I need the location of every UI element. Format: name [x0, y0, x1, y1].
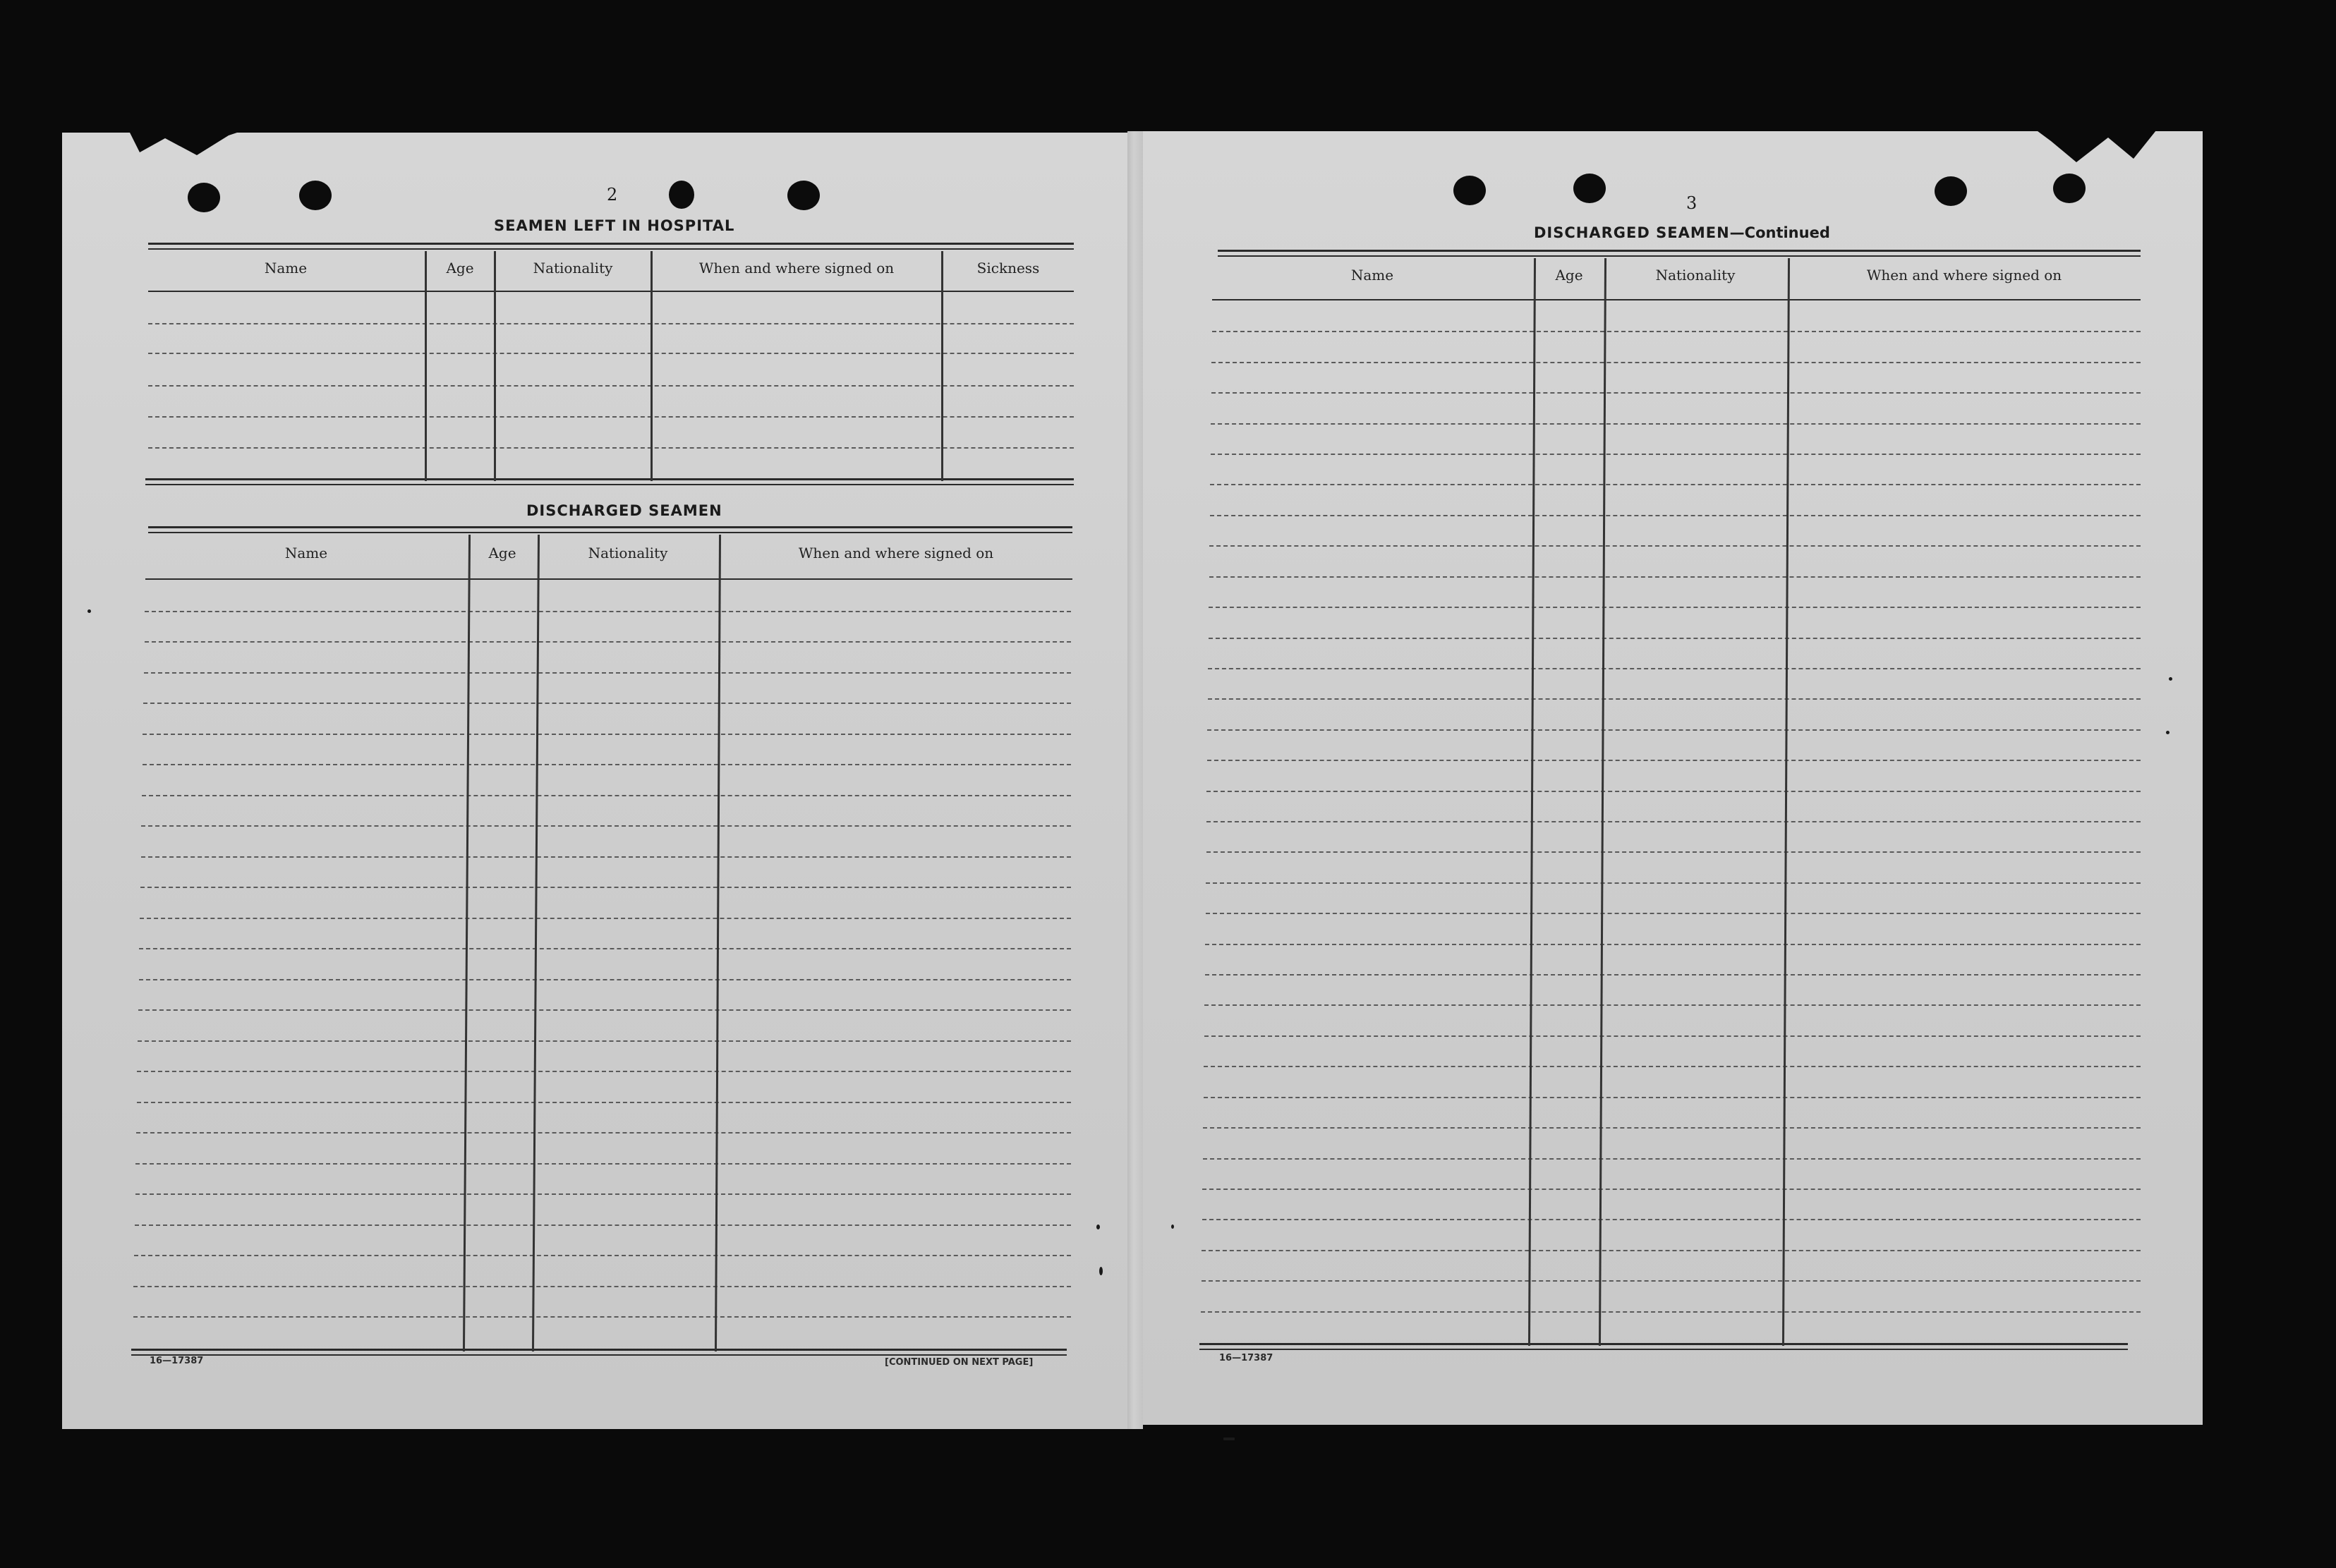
column-header-nationality: Nationality: [533, 260, 613, 276]
table-top-rule: [148, 248, 1074, 250]
table-row: [1208, 668, 2141, 669]
ink-speck: [1096, 1224, 1100, 1229]
table-row: [141, 825, 1071, 827]
table-row: [1209, 545, 2141, 547]
table-row: [148, 323, 1074, 324]
table-row: [145, 611, 1071, 612]
column-header-nationality: Nationality: [1655, 267, 1736, 284]
table-row: [135, 1224, 1071, 1226]
table-row: [1209, 576, 2141, 578]
table-row: [1212, 331, 2141, 332]
table-row: [138, 1040, 1071, 1042]
punch-hole: [1453, 176, 1486, 205]
table-row: [136, 1132, 1071, 1134]
column-divider: [494, 251, 496, 481]
table-row: [140, 918, 1071, 919]
punch-hole: [1573, 174, 1606, 203]
table-row: [1203, 1127, 2141, 1129]
page-number: 3: [1686, 193, 1698, 213]
punch-hole: [188, 183, 220, 212]
table-row: [138, 1009, 1071, 1011]
column-header-nationality: Nationality: [588, 545, 668, 561]
column-header-signed-on: When and where signed on: [698, 260, 895, 276]
table-row: [145, 641, 1071, 643]
table-row: [143, 703, 1071, 704]
column-header-age: Age: [446, 260, 474, 276]
column-header-age: Age: [1555, 267, 1583, 284]
section-title-discharged: DISCHARGED SEAMEN: [526, 502, 722, 519]
table-row: [148, 385, 1074, 387]
table-row: [1211, 454, 2141, 455]
form-number: 16—17387: [1219, 1353, 1273, 1363]
table-row: [137, 1071, 1071, 1072]
continued-note: [CONTINUED ON NEXT PAGE]: [885, 1357, 1034, 1368]
punch-hole: [2053, 174, 2086, 203]
table-row: [1211, 423, 2141, 425]
table-top-rule: [148, 526, 1072, 528]
ink-speck: [1171, 1224, 1174, 1229]
header-rule: [148, 291, 1074, 292]
column-divider: [425, 251, 427, 481]
table-row: [1207, 729, 2141, 731]
table-row: [1202, 1219, 2141, 1220]
table-row: [1202, 1280, 2141, 1282]
table-row: [1206, 882, 2141, 884]
table-row: [1201, 1311, 2141, 1313]
table-bottom-rule: [145, 478, 1074, 480]
table-row: [1210, 484, 2141, 485]
column-header-name: Name: [284, 545, 328, 561]
table-row: [148, 353, 1074, 354]
section-title-discharged-continued: [1534, 224, 1830, 241]
table-row: [1206, 821, 2141, 822]
table-row: [1208, 698, 2141, 700]
section-title-text: DISCHARGED SEAMEN: [1534, 224, 1730, 241]
column-header-name: Name: [264, 260, 308, 276]
header-rule: [145, 578, 1072, 580]
column-header-signed-on: When and where signed on: [798, 545, 994, 561]
table-row: [1202, 1250, 2141, 1251]
ink-speck: [1099, 1267, 1103, 1275]
page-number: 2: [607, 185, 619, 205]
table-row: [144, 672, 1071, 674]
table-row: [1206, 791, 2141, 792]
column-header-signed-on: When and where signed on: [1866, 267, 2062, 284]
table-bottom-rule: [131, 1354, 1067, 1356]
section-title-hospital: SEAMEN LEFT IN HOSPITAL: [494, 217, 735, 234]
column-header-sickness: Sickness: [976, 260, 1040, 276]
table-top-rule: [1218, 250, 2141, 252]
table-row: [1210, 515, 2141, 516]
right-page: [1137, 131, 2203, 1425]
punch-hole: [299, 181, 332, 210]
column-header-name: Name: [1350, 267, 1394, 284]
table-row: [1205, 944, 2141, 945]
form-number: 16—17387: [150, 1356, 204, 1366]
column-header-age: Age: [488, 545, 516, 561]
table-row: [1206, 851, 2141, 853]
table-row: [1204, 1004, 2141, 1006]
table-row: [133, 1316, 1071, 1318]
table-row: [1203, 1158, 2141, 1160]
table-row: [1209, 607, 2141, 608]
page-gutter: [1127, 131, 1143, 1429]
ink-speck: [2169, 677, 2172, 681]
table-row: [135, 1163, 1071, 1165]
table-bottom-rule: [131, 1349, 1067, 1351]
table-row: [1205, 974, 2141, 976]
table-row: [143, 734, 1071, 735]
table-top-rule: [148, 532, 1072, 533]
table-row: [140, 887, 1071, 888]
column-divider: [650, 251, 653, 481]
punch-hole: [1935, 176, 1967, 206]
table-row: [148, 447, 1074, 449]
table-top-rule: [148, 243, 1074, 245]
punch-hole: [787, 181, 820, 210]
table-row: [141, 856, 1071, 858]
table-row: [1211, 392, 2141, 394]
table-row: [143, 764, 1071, 765]
table-row: [148, 416, 1074, 418]
column-divider: [941, 251, 943, 481]
table-row: [1202, 1189, 2141, 1190]
table-row: [139, 979, 1071, 980]
table-bottom-rule: [1199, 1349, 2128, 1350]
table-row: [1204, 1097, 2141, 1098]
table-bottom-rule: [1199, 1343, 2128, 1345]
table-row: [137, 1102, 1071, 1103]
ink-speck: [1223, 1438, 1235, 1440]
table-row: [1204, 1035, 2141, 1037]
table-row: [134, 1255, 1071, 1256]
ink-speck: [2166, 731, 2169, 734]
table-top-rule: [1218, 255, 2141, 257]
ink-speck: [87, 609, 91, 613]
table-row: [1207, 760, 2141, 761]
table-row: [142, 795, 1071, 796]
table-bottom-rule: [145, 484, 1074, 485]
table-row: [1209, 638, 2141, 639]
table-row: [1204, 1066, 2141, 1067]
header-rule: [1212, 299, 2141, 300]
table-row: [135, 1193, 1071, 1195]
table-row: [139, 948, 1071, 949]
table-row: [1211, 362, 2141, 363]
table-row: [133, 1286, 1071, 1287]
punch-hole: [669, 181, 694, 209]
left-page: [62, 133, 1136, 1429]
section-title-suffix: —Continued: [1729, 224, 1830, 241]
table-row: [1206, 913, 2141, 914]
